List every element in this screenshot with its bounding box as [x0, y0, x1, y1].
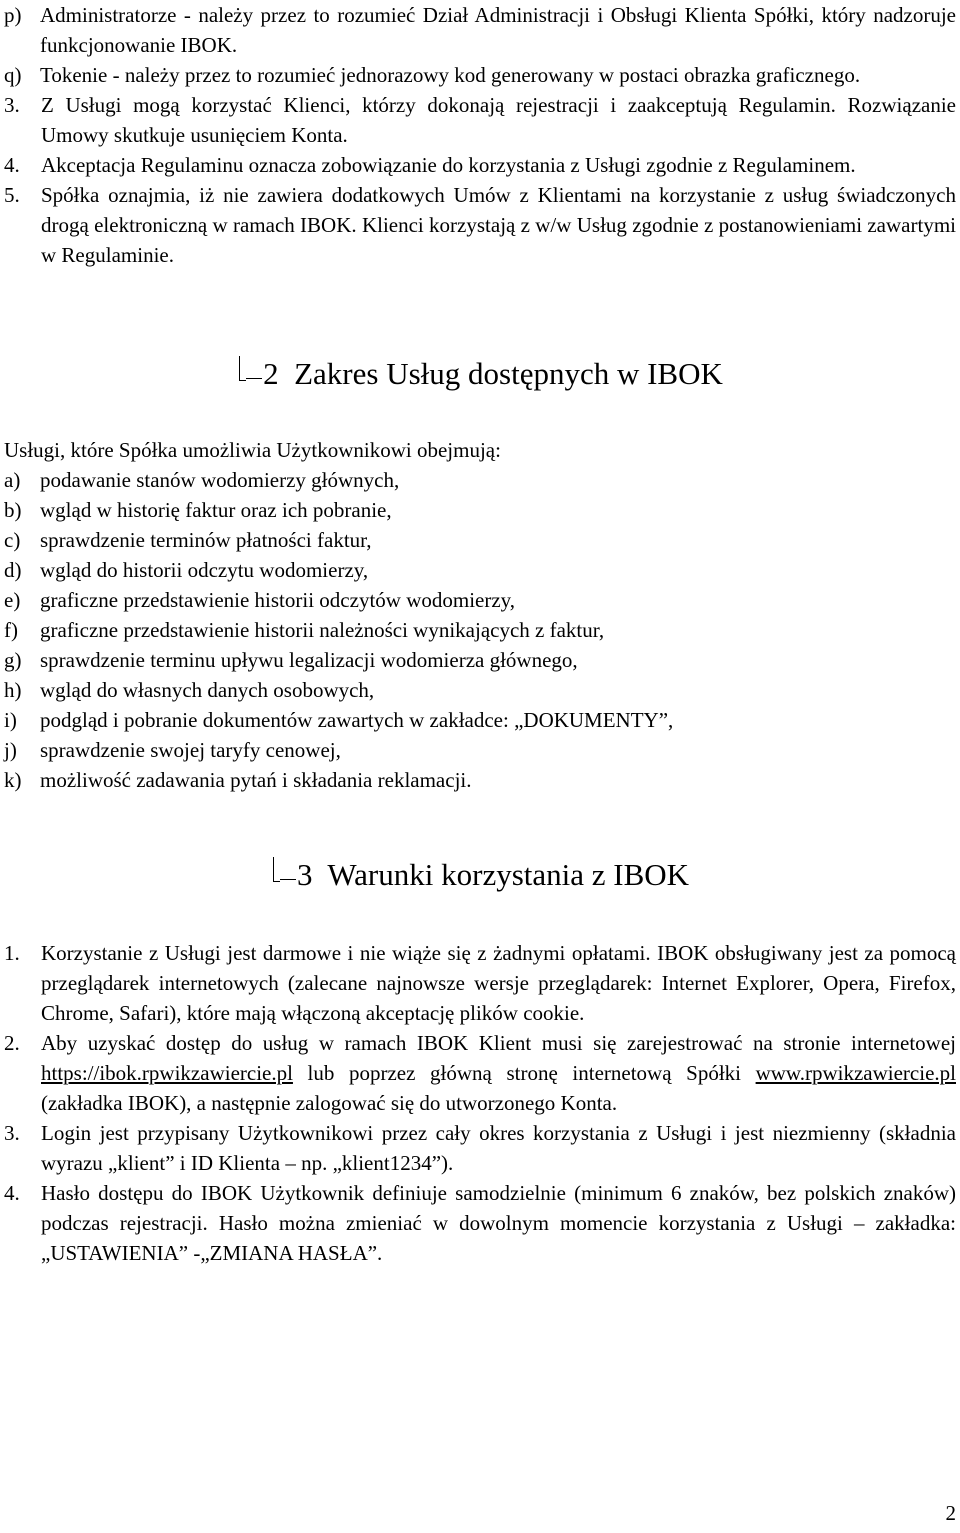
item-marker: 1.	[4, 941, 20, 965]
list-item	[4, 465, 956, 495]
item-marker: d)	[4, 558, 22, 582]
item-marker: i)	[4, 708, 17, 732]
item-marker: 4.	[4, 1181, 20, 1205]
item-text: Login jest przypisany Użytkownikowi przez cały okres korzystania z Usługi i jest niezmienny (składnia wyrazu „klient” i ID Klienta – np. „klient1234”).	[41, 1121, 956, 1175]
page-number: 2	[945, 1501, 956, 1525]
services-list	[4, 465, 956, 795]
item-text: podgląd i pobranie dokumentów zawartych w zakładce: „DOKUMENTY”,	[40, 708, 674, 732]
item-text: graficzne przedstawienie historii należności wynikających z faktur,	[40, 618, 605, 642]
item-text: graficzne przedstawienie historii odczytów wodomierzy,	[40, 588, 516, 612]
item-text: sprawdzenie swojej taryfy cenowej,	[40, 738, 341, 762]
item-marker: 3.	[4, 1121, 20, 1145]
clause-item	[4, 150, 956, 180]
item-text: możliwość zadawania pytań i składania reklamacji.	[40, 768, 472, 792]
item-marker: g)	[4, 648, 22, 672]
section-2-intro: Usługi, które Spółka umożliwia Użytkownikowi obejmują:	[4, 438, 501, 462]
list-item	[4, 765, 956, 795]
definition-item	[4, 0, 956, 60]
item-text: sprawdzenie terminów płatności faktur,	[40, 528, 372, 552]
item-text: lub poprzez główną stronę internetową Spółki	[292, 1061, 756, 1085]
item-text: Hasło dostępu do IBOK Użytkownik definiuje samodzielnie (minimum 6 znaków, bez polskich znaków) podczas rejestracji. Hasło można zmieniać w dowolnym momencie korzystania z Usługi – zakładka: „USTAWIENIA” -„ZMIANA HASŁA”.	[41, 1181, 956, 1265]
item-marker: 3.	[4, 93, 20, 117]
item-text: Aby uzyskać dostęp do usług w ramach IBOK Klient musi się zarejestrować na stronie internetowej	[41, 1031, 956, 1055]
item-marker: 2.	[4, 1031, 20, 1055]
list-item	[4, 585, 956, 615]
clause-item	[4, 938, 956, 1028]
ibok-link[interactable]: https://ibok.rpwikzawiercie.pl	[41, 1061, 293, 1085]
item-marker: h)	[4, 678, 22, 702]
item-text: (zakładka IBOK), a następnie zalogować się do utworzonego Konta.	[41, 1091, 618, 1115]
item-marker: 4.	[4, 153, 20, 177]
list-item	[4, 555, 956, 585]
item-marker: 5.	[4, 183, 20, 207]
clause-item	[4, 1118, 956, 1178]
list-item	[4, 615, 956, 645]
list-item	[4, 525, 956, 555]
item-text: Tokenie - należy przez to rozumieć jednorazowy kod generowany w postaci obrazka graficznego.	[40, 63, 861, 87]
item-marker: k)	[4, 768, 22, 792]
item-text: Spółka oznajmia, iż nie zawiera dodatkowych Umów z Klientami na korzystanie z usług świadczonych drogą elektroniczną w ramach IBOK. Klienci korzystają z w/w Usług zgodnie z postanowieniami zawartymi w Regulaminie.	[41, 183, 956, 267]
item-text: wgląd w historię faktur oraz ich pobranie,	[40, 498, 392, 522]
clause-item	[4, 90, 956, 150]
clause-list	[4, 90, 956, 270]
list-item	[4, 705, 956, 735]
item-text: podawanie stanów wodomierzy głównych,	[40, 468, 400, 492]
conditions-list	[4, 938, 956, 1268]
heading-text: 2 Zakres Usług dostępnych w IBOK	[263, 356, 723, 391]
clause-item	[4, 1178, 956, 1268]
heading-marker-icon	[237, 356, 263, 386]
item-text: wgląd do historii odczytu wodomierzy,	[40, 558, 369, 582]
list-item	[4, 675, 956, 705]
list-item	[4, 735, 956, 765]
section-2-heading	[4, 354, 956, 394]
list-item	[4, 495, 956, 525]
item-marker: a)	[4, 468, 21, 492]
definition-list	[4, 0, 956, 90]
item-text: Akceptacja Regulaminu oznacza zobowiązanie do korzystania z Usługi zgodnie z Regulaminem.	[41, 153, 856, 177]
item-text: wgląd do własnych danych osobowych,	[40, 678, 375, 702]
heading-marker-icon	[271, 857, 297, 887]
item-marker: e)	[4, 588, 21, 612]
item-marker: p)	[4, 3, 22, 27]
item-marker: f)	[4, 618, 18, 642]
definition-item	[4, 60, 956, 90]
item-text: Z Usługi mogą korzystać Klienci, którzy dokonają rejestracji i zaakceptują Regulamin. Rozwiązanie Umowy skutkuje usunięciem Konta.	[41, 93, 956, 147]
company-website-link[interactable]: www.rpwikzawiercie.pl	[755, 1061, 956, 1085]
heading-text: 3 Warunki korzystania z IBOK	[296, 857, 690, 892]
section-3-heading	[4, 855, 956, 895]
item-text: sprawdzenie terminu upływu legalizacji wodomierza głównego,	[40, 648, 578, 672]
item-text: Administratorze - należy przez to rozumieć Dział Administracji i Obsługi Klienta Spółki, który nadzoruje funkcjonowanie IBOK.	[40, 3, 956, 57]
item-marker: j)	[4, 738, 17, 762]
list-item	[4, 645, 956, 675]
clause-item	[4, 180, 956, 270]
item-text: Korzystanie z Usługi jest darmowe i nie wiąże się z żadnymi opłatami. IBOK obsługiwany jest za pomocą przeglądarek internetowych (zalecane najnowsze wersje przeglądarek: Internet Explorer, Opera, Firefox, Chrome, Safari), które mają włączoną akceptację plików cookie.	[41, 941, 956, 1025]
item-marker: c)	[4, 528, 21, 552]
document-page	[4, 0, 956, 1268]
item-marker: q)	[4, 63, 22, 87]
item-marker: b)	[4, 498, 22, 522]
clause-item	[4, 1028, 956, 1118]
